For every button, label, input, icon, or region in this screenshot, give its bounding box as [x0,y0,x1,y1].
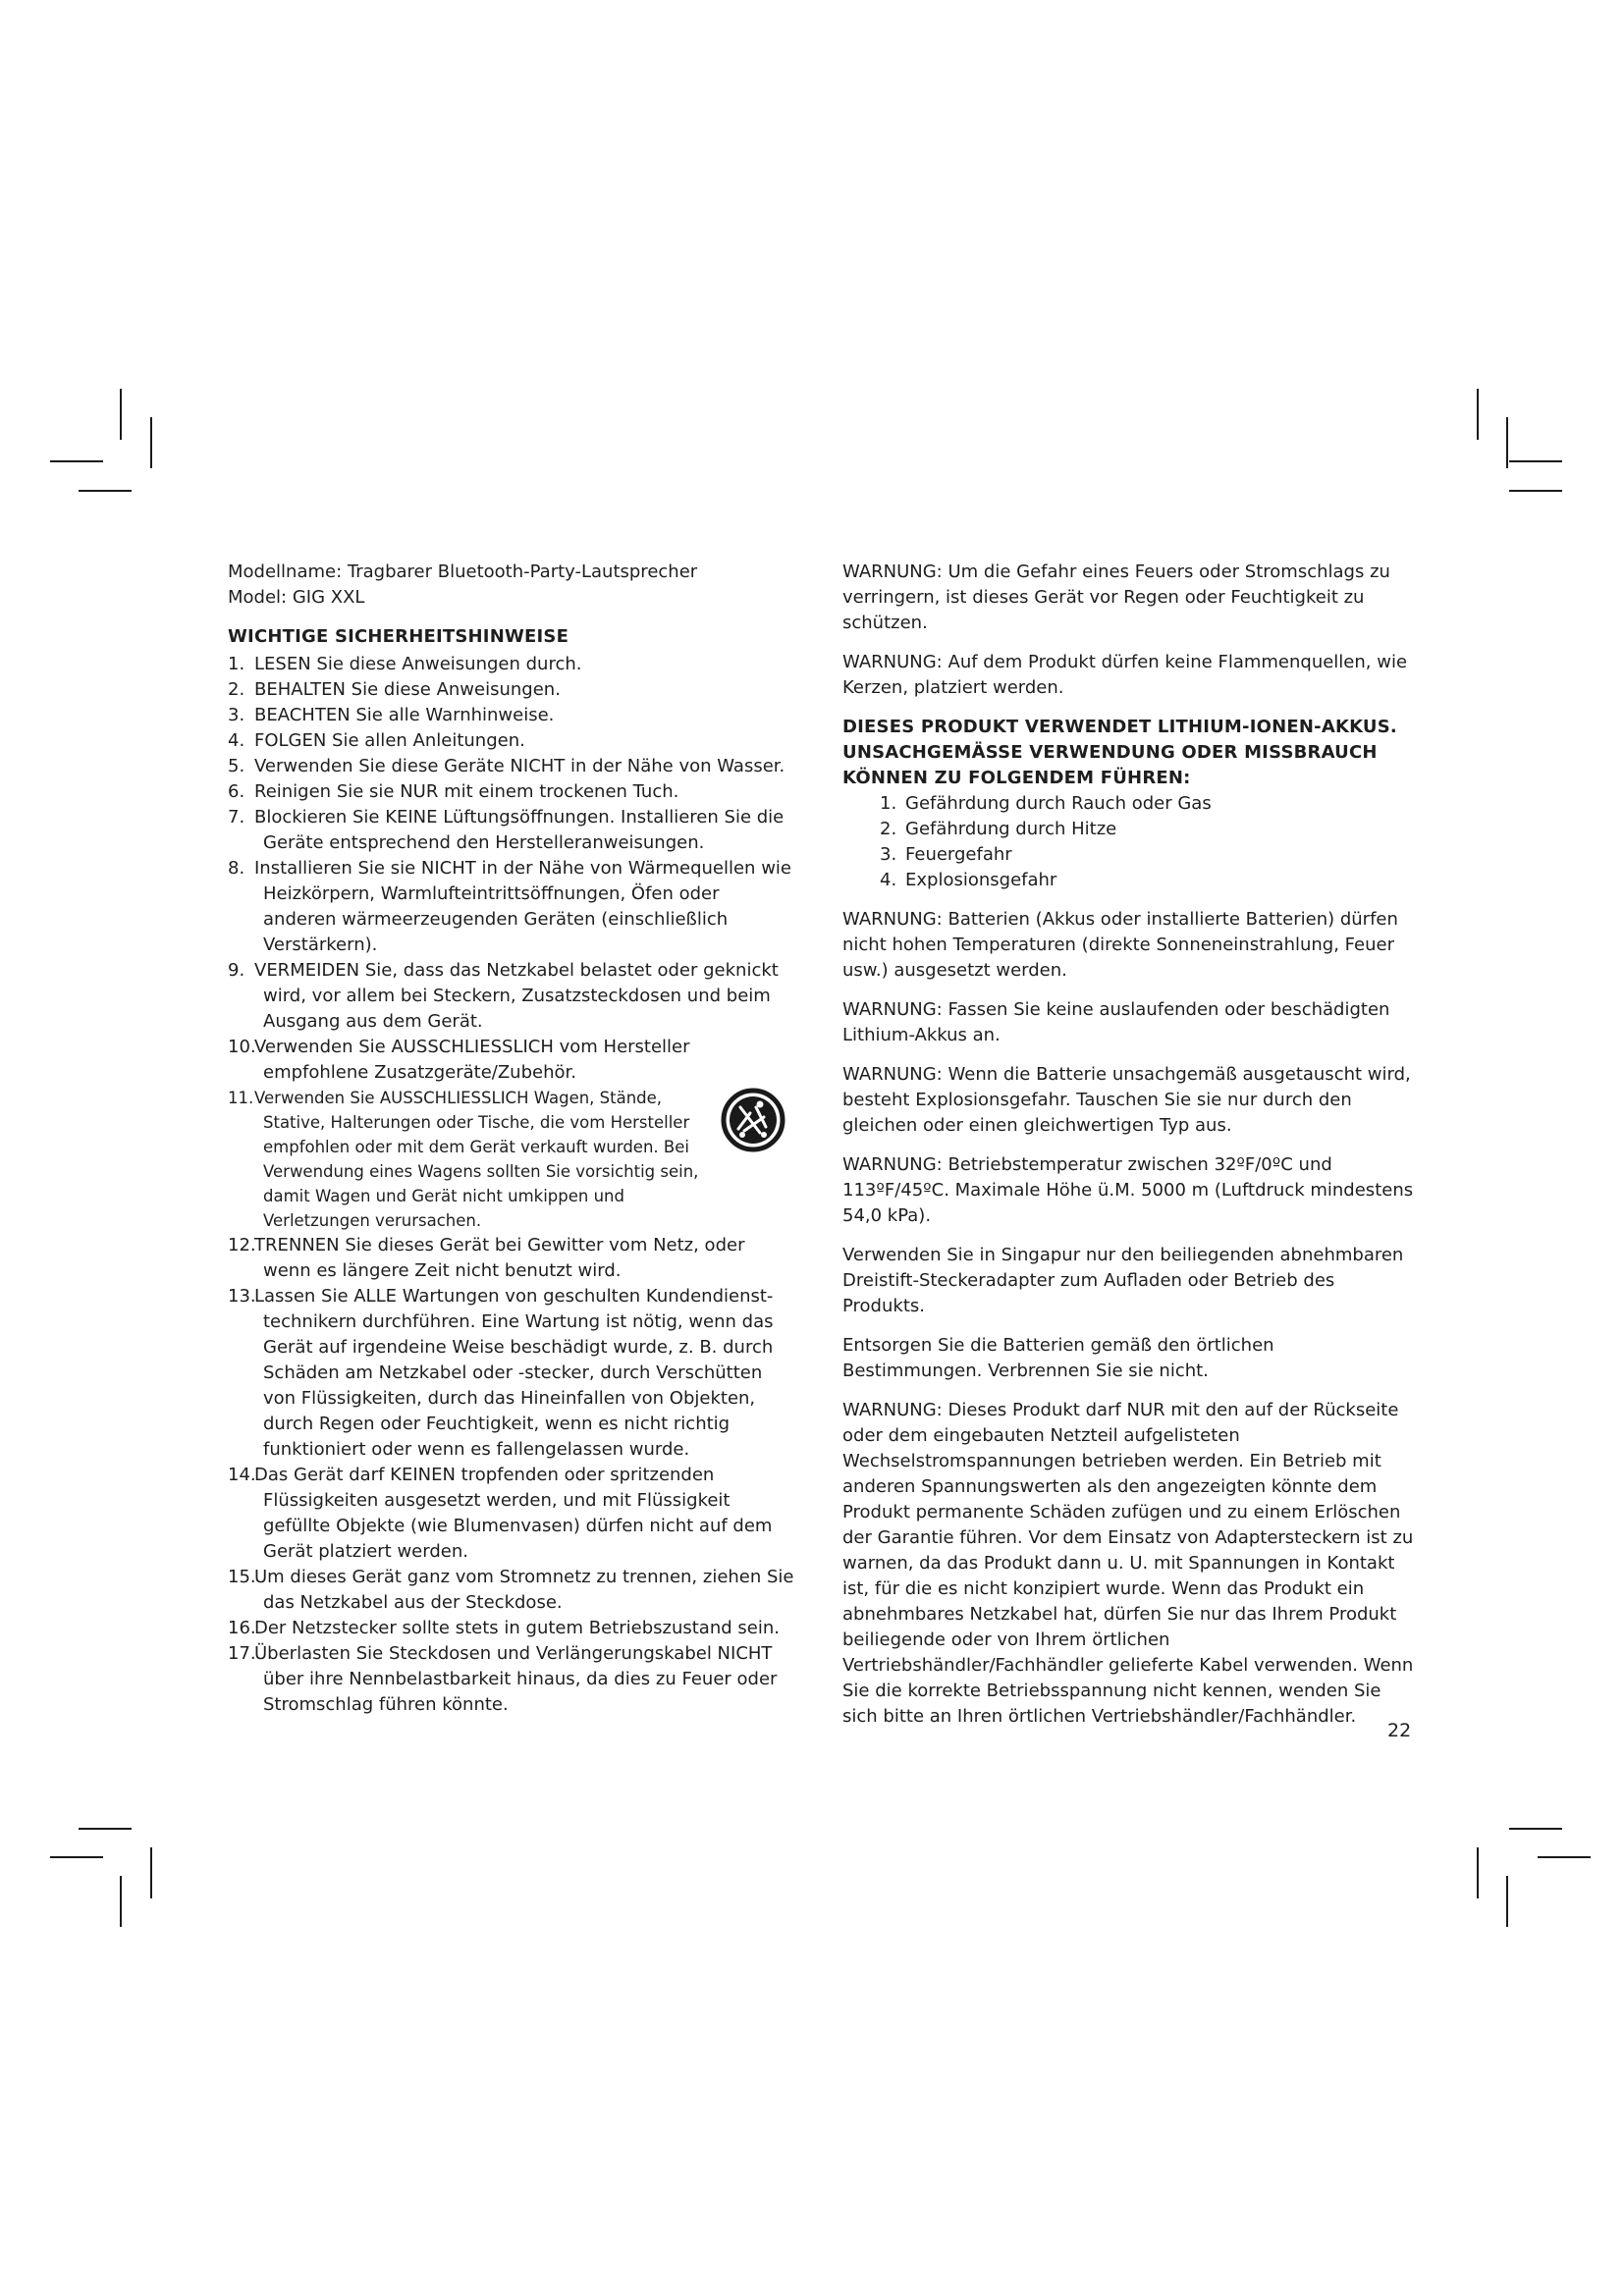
crop-mark [79,490,132,492]
crop-mark [1538,1856,1591,1858]
list-item: 4. Explosionsgefahr [880,870,1057,890]
crop-mark [1506,1876,1508,1927]
model-number: Model: GIG XXL [228,587,365,608]
list-item: 6. Reinigen Sie sie NUR mit einem trockenen Tuch. [228,781,679,802]
crop-mark [1509,490,1562,492]
crop-mark [150,417,152,468]
left-column [228,560,797,1718]
list-item: 13.Lassen Sie ALLE Wartungen von geschulten Kundendienst-technikern durchführen. Eine Wartung ist nötig, wenn das Gerät auf irgendeine Weise beschädigt wurde, z. B. durch Schäden am Netzkabel oder -stecker, durch Verschütten von Flüssigkeiten, durch das Hineinfallen von Objekten, durch Regen oder Feuchtigkeit, wenn es nicht richtig funktioniert oder wenn es fallengelassen wurde. [228,1286,774,1460]
lithium-heading: DIESES PRODUKT VERWENDET LITHIUM-IONEN-AKKUS. UNSACHGEMÄSSE VERWENDUNG ODER MISSBRAUCH KÖNNEN ZU FOLGENDEM FÜHREN: [842,717,1397,788]
warning-paragraph: WARNUNG: Auf dem Produkt dürfen keine Flammenquellen, wie Kerzen, platziert werden. [842,652,1408,698]
list-item: 1. LESEN Sie diese Anweisungen durch. [228,654,582,674]
list-item: 2. BEHALTEN Sie diese Anweisungen. [228,679,561,700]
list-item: 12.TRENNEN Sie dieses Gerät bei Gewitter vom Netz, oder wenn es längere Zeit nicht benutzt wird. [228,1235,745,1281]
list-item: 3. Feuergefahr [880,844,1012,865]
crop-mark [50,1856,103,1858]
crop-mark [1477,389,1479,440]
hazard-list [842,791,1414,893]
list-item: 1. Gefährdung durch Rauch oder Gas [880,793,1212,814]
list-item: 16.Der Netzstecker sollte stets in gutem Betriebszustand sein. [228,1618,780,1638]
list-item: 4. FOLGEN Sie allen Anleitungen. [228,730,525,751]
crop-mark [1509,1828,1562,1830]
disposal-paragraph: Entsorgen Sie die Batterien gemäß den örtlichen Bestimmungen. Verbrennen Sie sie nicht. [842,1335,1274,1381]
crop-mark [79,1828,132,1830]
list-item: 2. Gefährdung durch Hitze [880,819,1117,839]
warning-paragraph: WARNUNG: Fassen Sie keine auslaufenden oder beschädigten Lithium-Akkus an. [842,999,1390,1045]
warning-paragraph: WARNUNG: Um die Gefahr eines Feuers oder Stromschlags zu verringern, ist dieses Gerät vor Regen oder Feuchtigkeit zu schützen. [842,561,1390,633]
warning-paragraph: WARNUNG: Wenn die Batterie unsachgemäß ausgetauscht wird, besteht Explosionsgefahr. Tauschen Sie sie nur durch den gleichen oder einen gleichwertigen Typ aus. [842,1064,1411,1136]
crop-mark [1506,417,1508,468]
list-item: 9. VERMEIDEN Sie, dass das Netzkabel belastet oder geknickt wird, vor allem bei Steckern, Zusatzsteckdosen und beim Ausgang aus dem Gerät. [228,960,779,1032]
safety-list [228,652,797,1718]
crop-mark [120,1876,122,1927]
warning-paragraph: WARNUNG: Betriebstemperatur zwischen 32ºF/0ºC und 113ºF/45ºC. Maximale Höhe ü.M. 5000 m (Luftdruck mindestens 54,0 kPa). [842,1154,1414,1226]
list-item: 3. BEACHTEN Sie alle Warnhinweise. [228,705,555,725]
list-item: 11.Verwenden Sie AUSSCHLIESSLICH Wagen, Stände, Stative, Halterungen oder Tische, die vom Hersteller empfohlen oder mit dem Gerät verkauft wurden. Bei Verwendung eines Wagens sollten Sie vorsichtig sein, damit Wagen und Gerät nicht umkippen und Verletzungen verursachen. [228,1086,797,1233]
page-number: 22 [1387,1720,1412,1741]
model-name: Modellname: Tragbarer Bluetooth-Party-Lautsprecher [228,561,698,582]
list-item: 5. Verwenden Sie diese Geräte NICHT in der Nähe von Wasser. [228,756,785,776]
warning-paragraph: WARNUNG: Batterien (Akkus oder installierte Batterien) dürfen nicht hohen Temperaturen (direkte Sonneneinstrahlung, Feuer usw.) ausgesetzt werden. [842,909,1398,981]
cart-tip-over-warning-icon [721,1088,785,1152]
list-item: 14.Das Gerät darf KEINEN tropfenden oder spritzenden Flüssigkeiten ausgesetzt werden, und mit Flüssigkeit gefüllte Objekte (wie Blumenvasen) dürfen nicht auf dem Gerät platziert werden. [228,1465,773,1562]
crop-mark [150,1847,152,1898]
list-item: 7. Blockieren Sie KEINE Lüftungsöffnungen. Installieren Sie die Geräte entsprechend den Herstelleranweisungen. [228,807,785,853]
warning-paragraph: WARNUNG: Dieses Produkt darf NUR mit den auf der Rückseite oder dem eingebauten Netzteil aufgelisteten Wechselstromspannungen betrieben werden. Ein Betrieb mit anderen Spannungswerten als den angezeigten könnte dem Produkt permanente Schäden zufügen und zu einem Erlöschen der Garantie führen. Vor dem Einsatz von Adaptersteckern ist zu warnen, da das Produkt dann u. U. mit Spannungen in Kontakt ist, für die es nicht konzipiert wurde. Wenn das Produkt ein abnehmbares Netzkabel hat, dürfen Sie nur das Ihrem Produkt beiliegende oder von Ihrem örtlichen Vertriebshändler/Fachhändler gelieferte Kabel verwenden. Wenn Sie die korrekte Betriebsspannung nicht kennen, wenden Sie sich bitte an Ihren örtlichen Vertriebshändler/Fachhändler. [842,1400,1414,1727]
list-item: 10.Verwenden Sie AUSSCHLIESSLICH vom Hersteller empfohlene Zusatzgeräte/Zubehör. [228,1037,690,1083]
list-item: 17.Überlasten Sie Steckdosen und Verlängerungskabel NICHT über ihre Nennbelastbarkeit hinaus, da dies zu Feuer oder Stromschlag führen könnte. [228,1643,778,1715]
crop-mark [50,460,103,462]
safety-title: WICHTIGE SICHERHEITSHINWEISE [228,626,569,647]
right-column [842,560,1414,1730]
singapur-paragraph: Verwenden Sie in Singapur nur den beiliegenden abnehmbaren Dreistift-Steckeradapter zum Aufladen oder Betrieb des Produkts. [842,1245,1404,1316]
list-item: 15.Um dieses Gerät ganz vom Stromnetz zu trennen, ziehen Sie das Netzkabel aus der Steckdose. [228,1567,794,1613]
crop-mark [120,389,122,440]
crop-mark [1509,460,1562,462]
crop-mark [1477,1847,1479,1898]
list-item: 8. Installieren Sie sie NICHT in der Nähe von Wärmequellen wie Heizkörpern, Warmlufteintrittsöffnungen, Öfen oder anderen wärmeerzeugenden Geräten (einschließlich Verstärkern). [228,858,791,955]
